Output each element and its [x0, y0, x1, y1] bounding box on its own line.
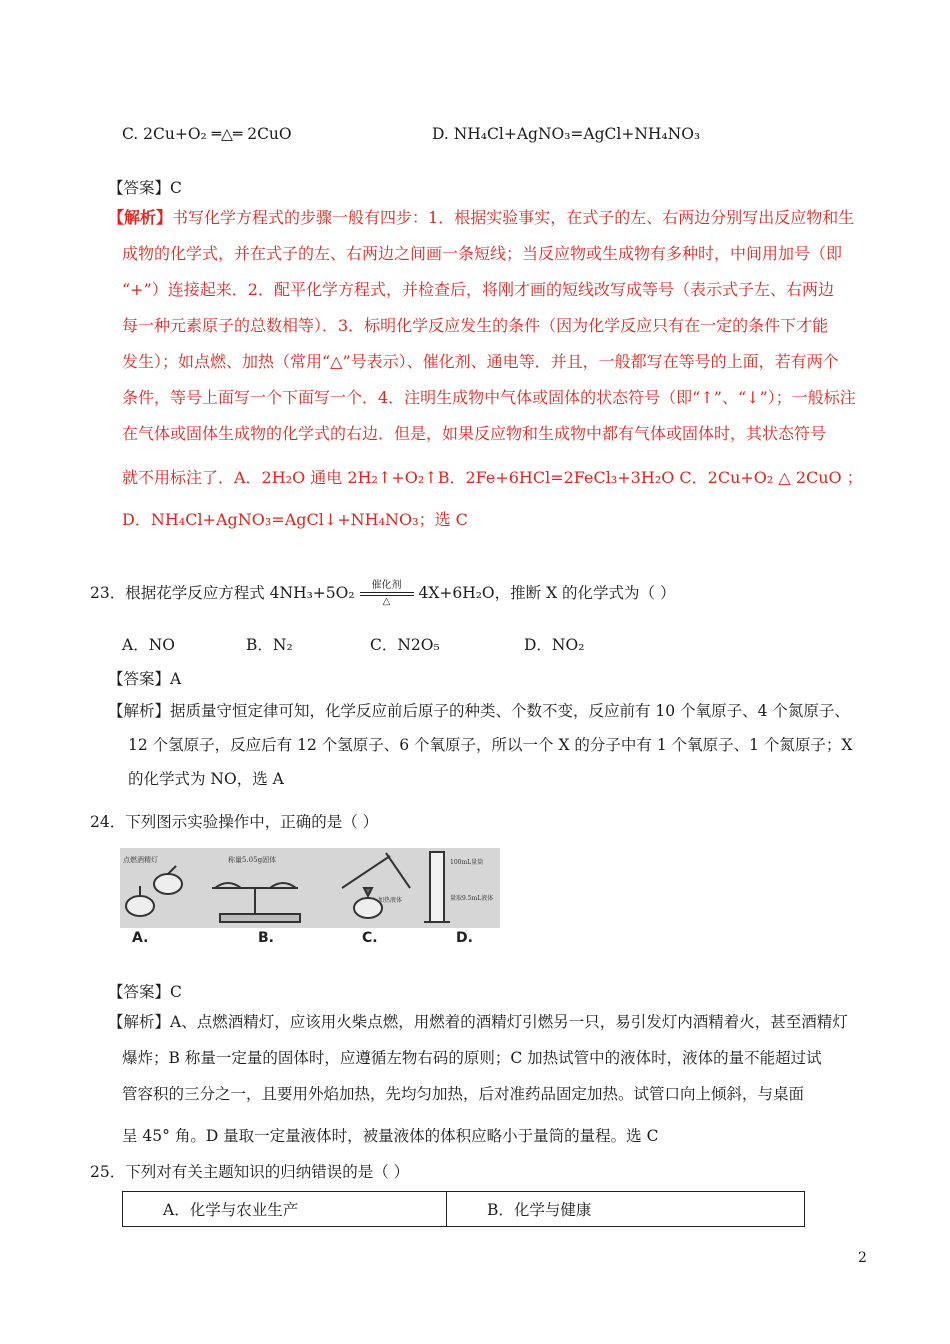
caption-b: 称量5.05g固体 — [228, 856, 277, 864]
option-d: D．NO₂ — [524, 636, 585, 654]
option-c: C. 2Cu+O₂ ═△═ 2CuO — [122, 125, 292, 143]
answer-23: 【答案】A — [108, 670, 182, 688]
analysis-line: 发生）；如点燃、加热（常用“△”号表示）、催化剂、通电等．并且，一般都写在等号的上面，若有两个 — [122, 352, 839, 371]
question-24-stem: 24．下列图示实验操作中，正确的是（ ） — [90, 813, 379, 831]
stem-part: 23．根据花学反应方程式 4NH₃+5O₂ — [90, 584, 355, 602]
analysis-line: 每一种元素原子的总数相等）．3．标明化学反应发生的条件（因为化学反应只有在一定的条件下才能 — [122, 316, 829, 335]
table-header-b: B．化学与健康 — [447, 1192, 805, 1227]
lab-operations-illustration — [120, 848, 500, 928]
option-a: A．NO — [122, 636, 175, 654]
figure-label-c: C. — [362, 930, 378, 946]
option-b: B．N₂ — [246, 636, 293, 654]
figure-label-a: A. — [132, 930, 149, 946]
analysis-line: 管容积的三分之一，且要用外焰加热，先均匀加热，后对准药品固定加热。试管口向上倾斜，与桌面 — [122, 1085, 805, 1103]
option-d: D. NH₄Cl+AgNO₃=AgCl+NH₄NO₃ — [432, 125, 701, 143]
analysis-line: 在气体或固体生成物的化学式的右边．但是，如果反应物和生成物中都有气体或固体时，其状态符号 — [122, 424, 827, 443]
analysis-line: 呈 45° 角。D 量取一定量液体时，被量液体的体积应略小于量筒的量程。选 C — [122, 1127, 659, 1145]
answer-22: 【答案】C — [108, 179, 182, 197]
option-c: C．N2O₅ — [370, 636, 440, 654]
analysis-line: 【解析】A、点燃酒精灯，应该用火柴点燃，用燃着的酒精灯引燃另一只，易引发灯内酒精着火，甚至酒精灯 — [108, 1013, 848, 1031]
analysis-line: “+”）连接起来．2．配平化学方程式，并检查后，将刚才画的短线改写成等号（表示式子左、右两边 — [122, 280, 834, 299]
question-23-stem — [90, 580, 675, 608]
analysis-line: 12 个氢原子，反应后有 12 个氢原子、6 个氧原子，所以一个 X 的分子中有 1 个氧原子、1 个氮原子；X — [128, 736, 853, 754]
figure-label-b: B. — [258, 930, 274, 946]
analysis-line: 就不用标注了．A．2H₂O 通电 2H₂↑+O₂↑B．2Fe+6HCl=2FeCl₃+3H₂O C．2Cu+O₂ △ 2CuO ； — [122, 468, 863, 487]
lab-figure — [120, 848, 500, 928]
reaction-condition — [360, 580, 414, 608]
figure-label-d: D. — [456, 930, 473, 946]
analysis-22 — [108, 200, 867, 538]
analysis-23 — [108, 694, 868, 796]
analysis-line: 的化学式为 NO，选 A — [128, 770, 284, 788]
analysis-line: 【解析】据质量守恒定律可知，化学反应前后原子的种类、个数不变，反应前有 10 个氧原子、4 个氮原子、 — [108, 702, 850, 720]
analysis-line: 条件，等号上面写一个下面写一个．4．注明生成物中气体或固体的状态符号（即“↑”、“↓”）；一般标注 — [122, 388, 856, 407]
question-25-stem: 25．下列对有关主题知识的归纳错误的是（ ） — [90, 1163, 410, 1181]
condition-heat: △ — [382, 596, 391, 607]
analysis-label: 【解析】 — [108, 208, 173, 227]
condition-catalyst: 催化剂 — [371, 580, 402, 591]
knowledge-table — [122, 1191, 805, 1227]
page-number: 2 — [858, 1250, 867, 1266]
analysis-line: 爆炸；B 称量一定量的固体时，应遵循左物右码的原则；C 加热试管中的液体时，液体的量不能超过试 — [122, 1049, 822, 1067]
caption-c: 加热液体 — [378, 897, 403, 904]
caption-a: 点燃酒精灯 — [123, 856, 158, 864]
stem-part: 4X+6H₂O，推断 X 的化学式为（ ） — [418, 584, 676, 602]
caption-d2: 量取9.5mL液体 — [450, 895, 494, 902]
analysis-line: 书写化学方程式的步骤一般有四步：1．根据实验事实，在式子的左、右两边分别写出反应物和生 — [172, 208, 855, 227]
analysis-24 — [108, 1004, 868, 1154]
analysis-line: D．NH₄Cl+AgNO₃=AgCl↓+NH₄NO₃；选 C — [122, 510, 468, 529]
table-row — [123, 1192, 805, 1227]
answer-24: 【答案】C — [108, 983, 182, 1001]
analysis-line: 成物的化学式，并在式子的左、右两边之间画一条短线；当反应物或生成物有多种时，中间用加号（即 — [122, 244, 843, 263]
caption-d1: 100mL量筒 — [450, 859, 484, 866]
table-header-a: A．化学与农业生产 — [123, 1192, 447, 1227]
